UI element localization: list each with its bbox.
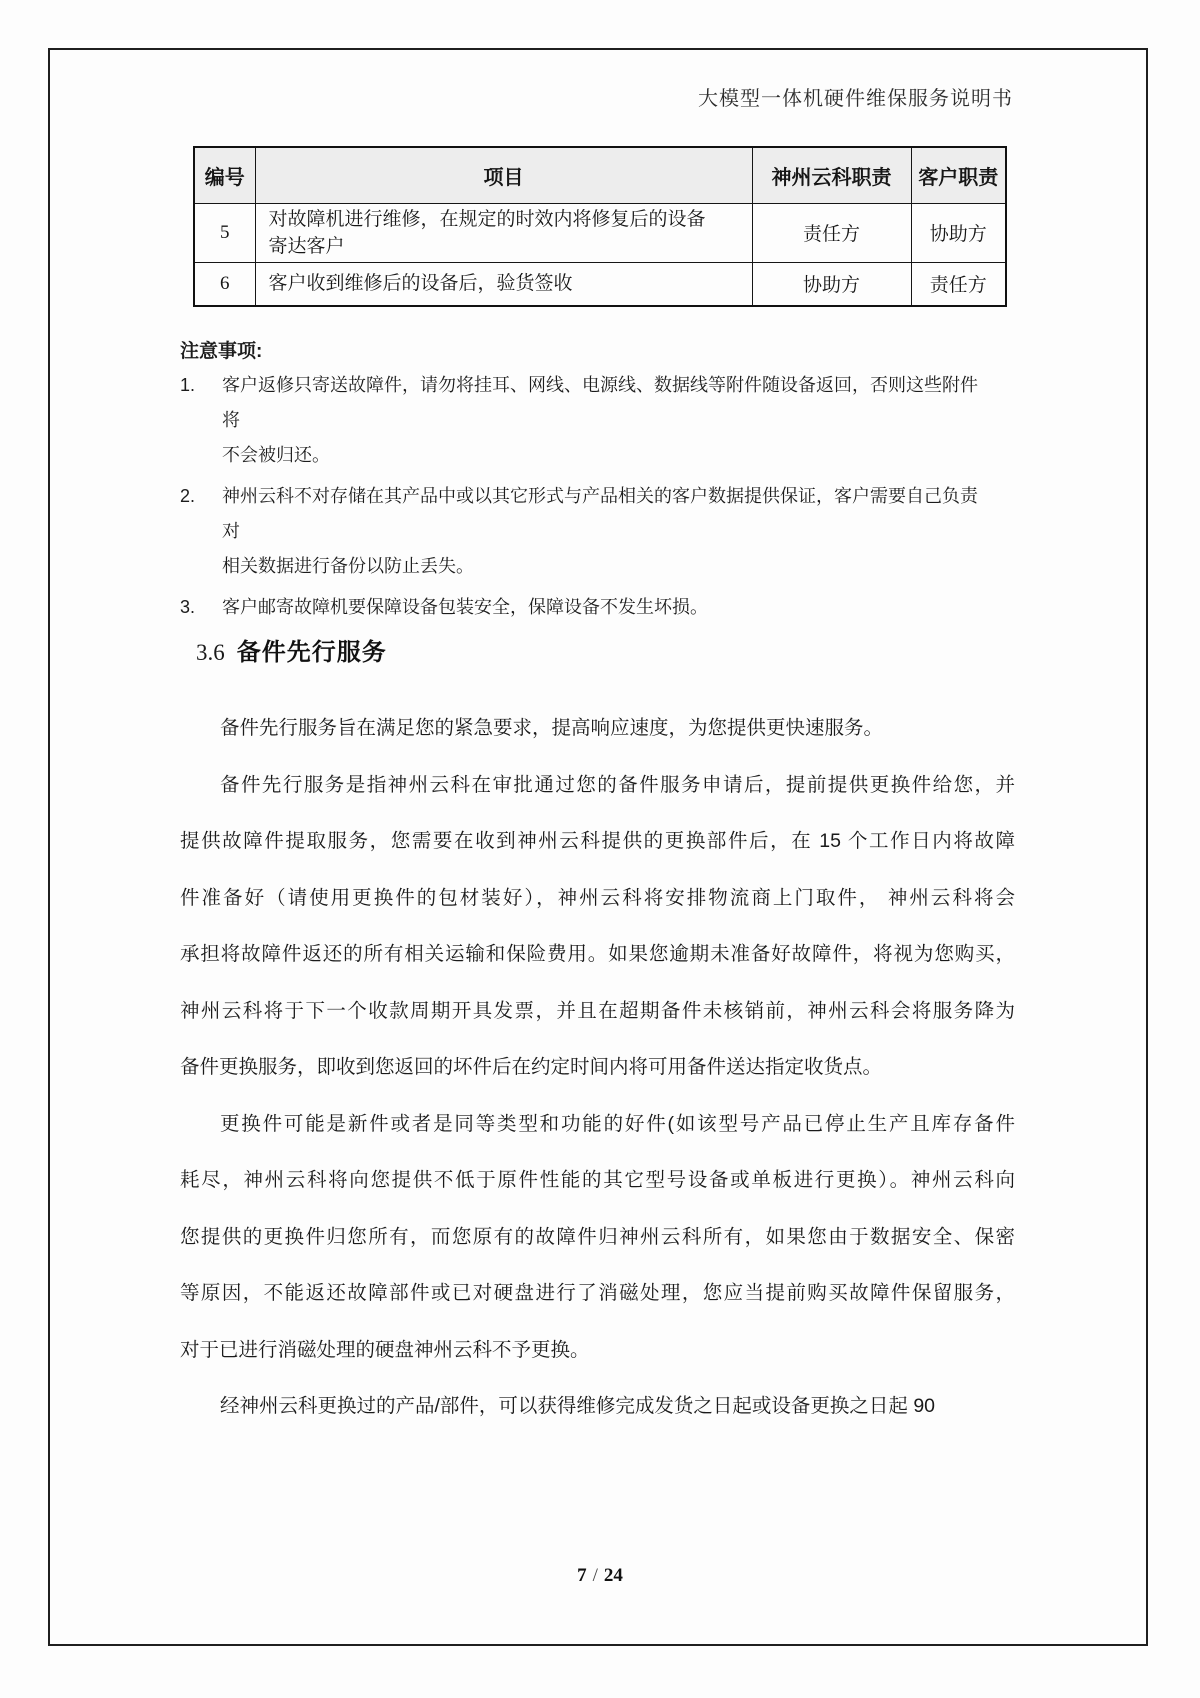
note-number: 2. <box>180 486 196 506</box>
note-item <box>180 479 980 584</box>
paragraph-line: 您提供的更换件归您所有，而您原有的故障件归神州云科所有，如果您由于数据安全、保密 <box>180 1225 1015 1248</box>
note-line: 神州云科不对存储在其产品中或以其它形式与产品相关的客户数据提供保证，客户需要自己负责对 <box>222 486 978 541</box>
note-item <box>180 590 980 625</box>
paragraph-line: 对于已进行消磁处理的硬盘神州云科不予更换。 <box>180 1338 590 1361</box>
header-cell-number: 编号 <box>194 147 255 203</box>
header-cell-item: 项目 <box>255 147 752 203</box>
page-separator: / <box>592 1565 598 1586</box>
paragraph-line: 承担将故障件返还的所有相关运输和保险费用。如果您逾期未准备好故障件，将视为您购买， <box>180 943 1015 965</box>
note-number: 3. <box>180 597 196 617</box>
paragraph-line: 备件更换服务，即收到您返回的坏件后在约定时间内将可用备件送达指定收货点。 <box>180 1056 883 1078</box>
paragraph-line: 备件先行服务是指神州云科在审批通过您的备件服务申请后，提前提供更换件给您，并 <box>220 773 1015 796</box>
vendor-role-cell: 责任方 <box>752 203 911 262</box>
section-heading <box>196 632 387 667</box>
paragraph-line: 经神州云科更换过的产品/部件，可以获得维修完成发货之日起或设备更换之日起 90 <box>220 1395 936 1417</box>
paragraph-line: 等原因，不能返还故障部件或已对硬盘进行了消磁处理，您应当提前购买故障件保留服务， <box>180 1282 1015 1304</box>
paragraph-line: 更换件可能是新件或者是同等类型和功能的好件(如该型号产品已停止生产且库存备件 <box>220 1112 1015 1135</box>
row-number-cell: 5 <box>194 203 255 262</box>
running-header-title: 大模型一体机硬件维保服务说明书 <box>698 88 1013 110</box>
page-total: 24 <box>603 1565 623 1586</box>
notes-list <box>180 368 980 631</box>
table-header-row <box>194 147 1006 203</box>
note-line: 客户返修只寄送故障件，请勿将挂耳、网线、电源线、数据线等附件随设备返回，否则这些附件将 <box>222 375 978 430</box>
header-cell-customer: 客户职责 <box>911 147 1006 203</box>
note-line: 客户邮寄故障机要保障设备包装安全，保障设备不发生坏损。 <box>222 597 708 617</box>
note-number: 1. <box>180 375 196 395</box>
header-cell-vendor: 神州云科职责 <box>752 147 911 203</box>
customer-role-cell: 协助方 <box>911 203 1006 262</box>
note-text <box>222 368 980 473</box>
page-footer <box>0 1565 1200 1587</box>
page-current: 7 <box>577 1565 587 1586</box>
paragraph-line: 备件先行服务旨在满足您的紧急要求，提高响应速度，为您提供更快速服务。 <box>220 717 884 739</box>
paragraph-line: 神州云科将于下一个收款周期开具发票，并且在超期备件未核销前，神州云科会将服务降为 <box>180 999 1015 1022</box>
table-row <box>194 203 1006 262</box>
row-number-cell: 6 <box>194 262 255 306</box>
item-cell: 客户收到维修后的设备后，验货签收 <box>255 262 752 306</box>
section-number: 3.6 <box>196 640 225 665</box>
body-paragraphs <box>180 700 1015 1435</box>
note-item <box>180 368 980 473</box>
paragraph-line: 耗尽，神州云科将向您提供不低于原件性能的其它型号设备或单板进行更换）。神州云科向 <box>180 1169 1015 1191</box>
paragraph-line: 件准备好（请使用更换件的包材装好），神州云科将安排物流商上门取件， 神州云科将会 <box>180 886 1015 909</box>
table-row <box>194 262 1006 306</box>
vendor-role-cell: 协助方 <box>752 262 911 306</box>
customer-role-cell: 责任方 <box>911 262 1006 306</box>
note-line: 不会被归还。 <box>222 445 330 465</box>
note-line: 相关数据进行备份以防止丢失。 <box>222 556 474 576</box>
paragraph-line: 提供故障件提取服务，您需要在收到神州云科提供的更换部件后，在 15 个工作日内将故障 <box>180 830 1015 852</box>
note-text <box>222 479 980 584</box>
section-title: 备件先行服务 <box>236 639 387 666</box>
item-cell: 对故障机进行维修，在规定的时效内将修复后的设备寄达客户 <box>255 203 752 262</box>
note-text <box>222 590 708 625</box>
responsibility-table <box>193 146 1007 307</box>
notes-title: 注意事项: <box>180 341 263 362</box>
